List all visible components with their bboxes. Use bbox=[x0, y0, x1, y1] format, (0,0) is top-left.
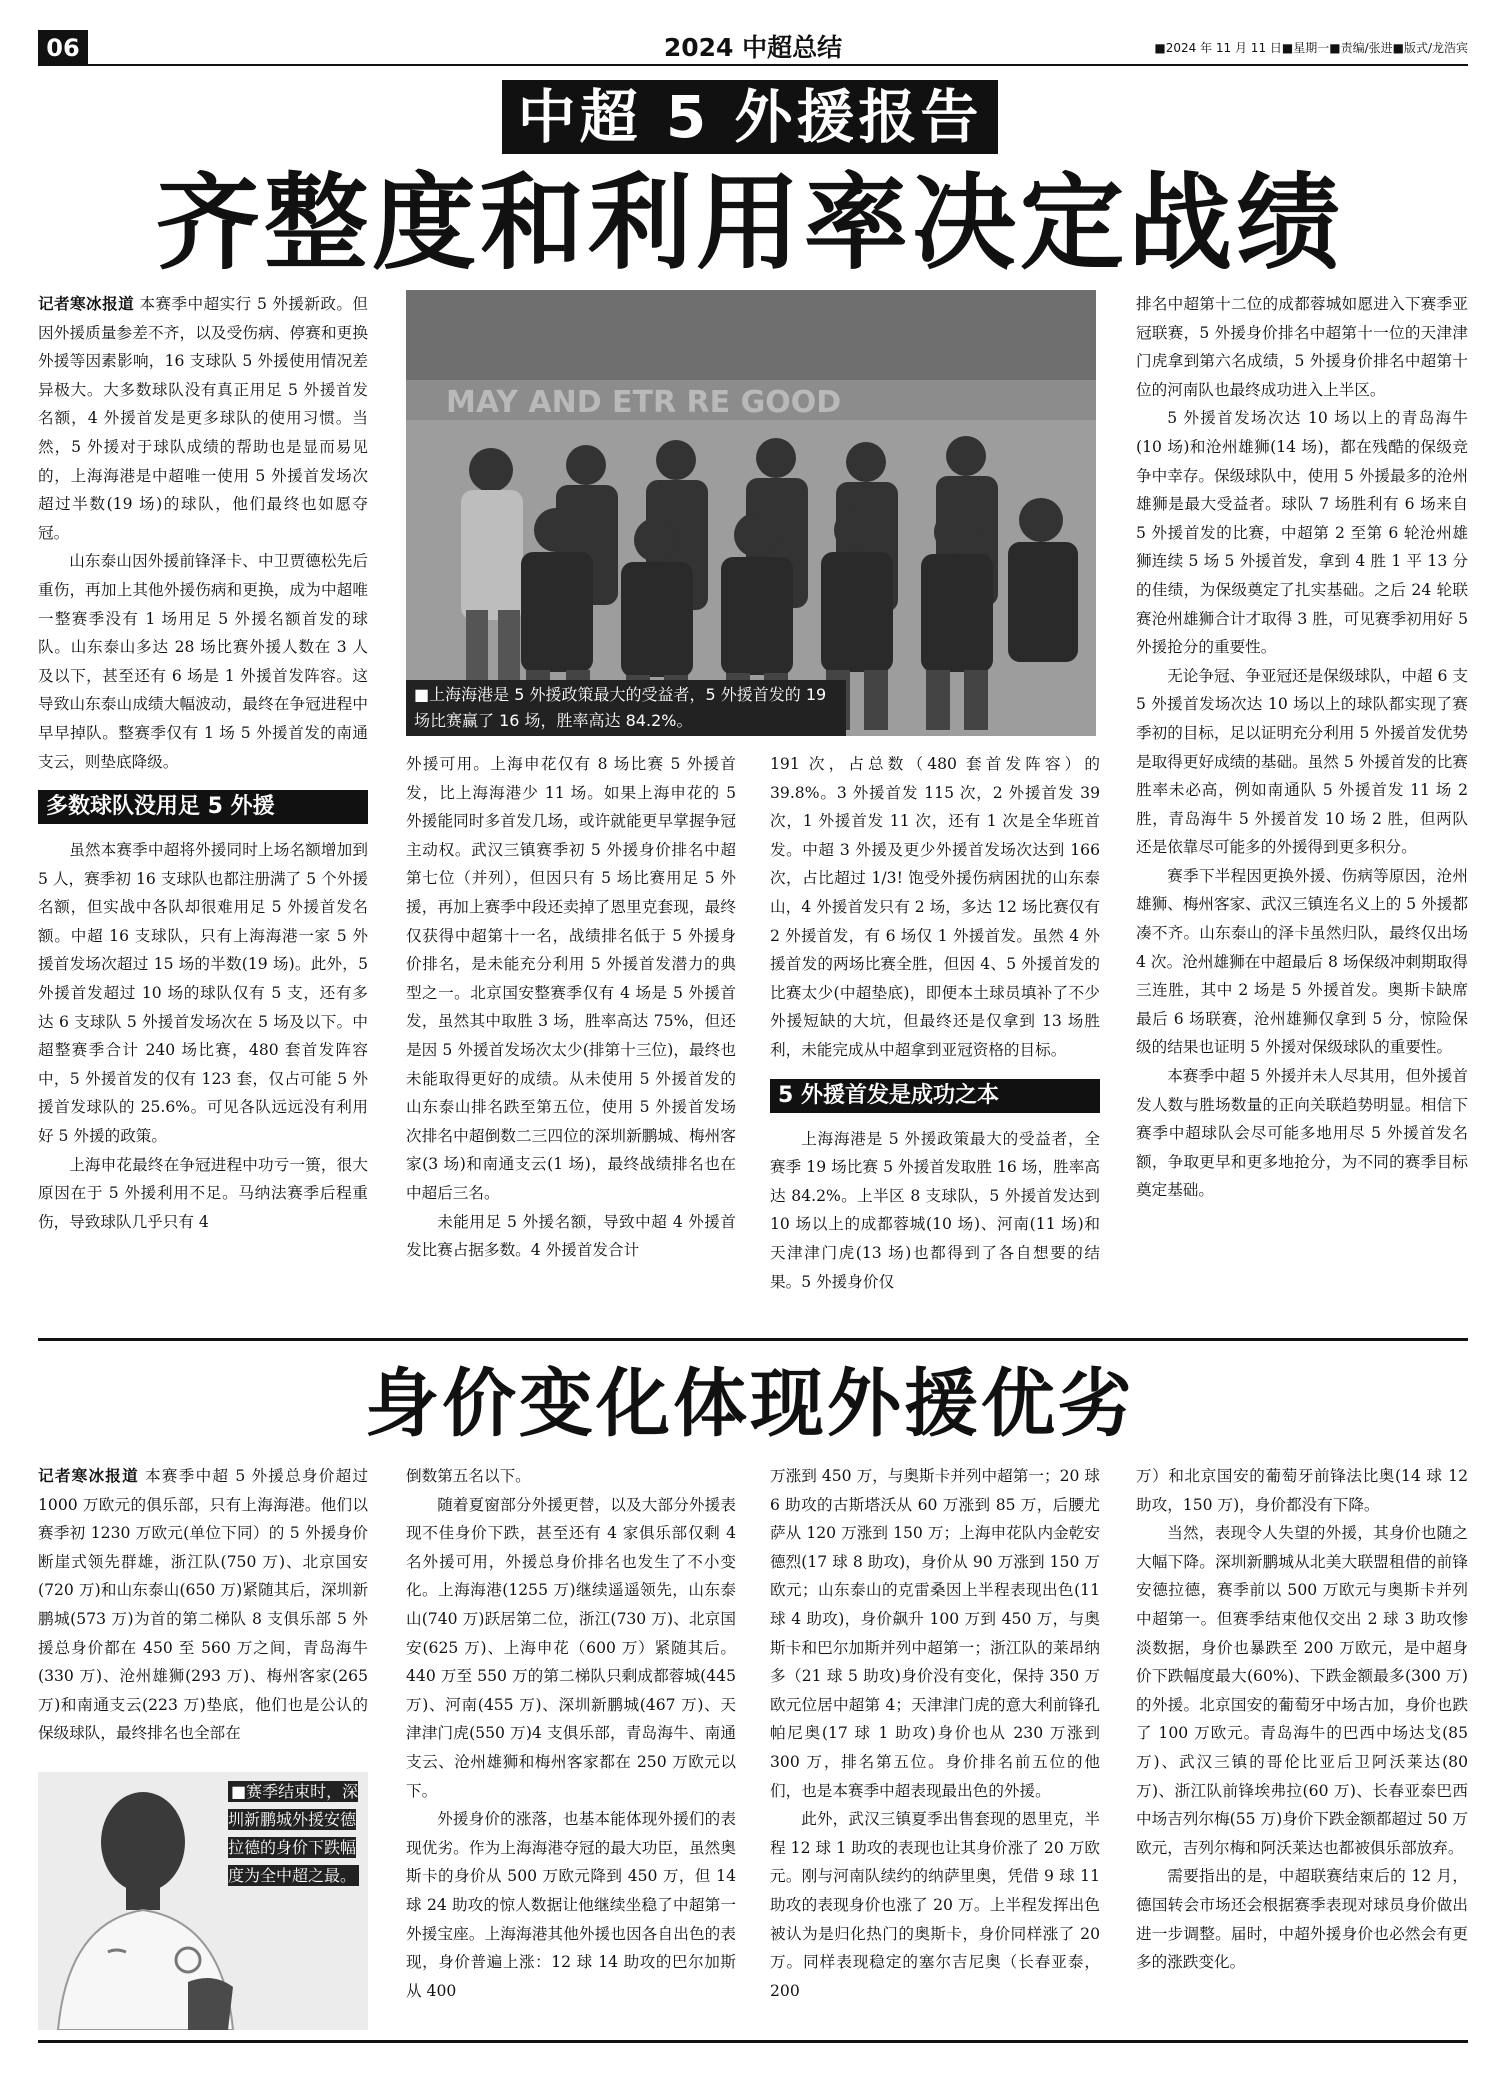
paragraph: 上海申花最终在争冠进程中功亏一篑，很大原因在于 5 外援利用不足。马纳法赛季后程重伤，导致球队几乎只有 4 bbox=[38, 1155, 368, 1231]
paragraph: 191 次，占总数（480 套首发阵容）的 39.8%。3 外援首发 115 次，2 外援首发 39 次，1 外援首发 11 次，还有 1 次是全华班首发。中超 3 外援及更少外援首发场次达到 166 次，占比超过 1/3! 饱受外援伤病困扰的山东泰山，4 外援首发只有 2 场，多达 12 场比赛仅有 2 外援首发，有 6 场仅 1 外援首发。虽然 4 外援首发的两场比赛全胜，但因 4、5 外援首发的比赛太少(中超垫底)，即便本土球员填补了不少外援短缺的大坑，但最终还是仅拿到 13 场胜利，未能完成从中超拿到亚冠资格的目标。 bbox=[770, 755, 1100, 1059]
paragraph: 当然，表现令人失望的外援，其身价也随之大幅下降。深圳新鹏城从北美大联盟租借的前锋安德拉德，赛季前以 500 万欧元与奥斯卡并列中超第一。但赛季结束他仅交出 2 球 3 助攻惨淡数据，身价也暴跌至 200 万欧元，是中超身价下跌幅度最大(60%)、下跌金额最多(300 万)的外援。北京国安的葡萄牙中场古加，身价也跌了 100 万欧元。青岛海牛的巴西中场达戈(85 万)、武汉三镇的哥伦比亚后卫阿沃莱达(80 万)、浙江队前锋埃弗拉(60 万)、长春亚泰巴西中场吉列尔梅(55 万)身价下跌金额都超过 50 万欧元，吉列尔梅和阿沃莱达也都被俱乐部放弃。 bbox=[1136, 1524, 1468, 1857]
paragraph: 外援可用。上海申花仅有 8 场比赛 5 外援首发，比上海海港少 11 场。如果上海申花的 5 外援能同时多首发几场，或许就能更早掌握争冠主动权。武汉三镇赛季初 5 外援身价排名中超第七位（并列），但因只有 5 场比赛用足 5 外援，再加上赛季中段还卖掉了恩里克套现，最终仅获得中超第十一名，战绩排名低于 5 外援身价排名，是未能充分利用 5 外援首发潜力的典型之一。北京国安整赛季仅有 4 场是 5 外援首发，虽然其中取胜 3 场，胜率高达 75%，但还是因 5 外援首发场次太少(排第十三位)，最终也未能取得更好的成绩。从未使用 5 外援首发的山东泰山排名跌至第五位，使用 5 外援首发场次排名中超倒数二三四位的深圳新鹏城、梅州客家(3 场)和南通支云(1 场)，最终战绩排名也在中超后三名。 bbox=[406, 755, 736, 1202]
paragraph: 虽然本赛季中超将外援同时上场名额增加到 5 人，赛季初 16 支球队也都注册满了 5 个外援名额，但实战中各队却很难用足 5 外援首发名额。中超 16 支球队，只有上海海港一家 5 外援首发场次超过 15 场的半数(19 场)。此外，5 外援首发超过 10 场的球队仅有 5 支，还有多达 6 支球队 5 外援首发场次在 5 场及以下。中超整赛季合计 240 场比赛，480 套首发阵容中，5 外援首发的仅有 123 套，仅占可能 5 外援首发球队的 25.6%。可见各队远远没有利用好 5 外援的政策。 bbox=[38, 841, 368, 1146]
paragraph: 此外，武汉三镇夏季出售套现的恩里克，半程 12 球 1 助攻的表现也让其身价涨了 20 万欧元。刚与河南队续约的纳萨里奥，凭借 9 球 11 助攻的表现身价也涨了 20 万。上半程发挥出色被认为是归化热门的奥斯卡，身价同样涨了 20 万。同样表现稳定的塞尔吉尼奥（长春亚泰，200 bbox=[770, 1810, 1100, 2000]
paragraph: 上海海港是 5 外援政策最大的受益者，全赛季 19 场比赛 5 外援首发取胜 16 场，胜率高达 84.2%。上半区 8 支球队，5 外援首发达到 10 场以上的成都蓉城(10 场)、河南(11 场)和天津津门虎(13 场)也都得到了各自想要的结果。5 外援身价仅 bbox=[770, 1129, 1100, 1291]
page-bottom-rule bbox=[38, 2040, 1468, 2043]
paragraph: 本赛季中超实行 5 外援新政。但因外援质量参差不齐，以及受伤病、停赛和更换外援等因素影响，16 支球队 5 外援使用情况差异极大。大多数球队没有真正用足 5 外援首发名额，4 外援首发是更多球队的使用习惯。当然，5 外援对于球队成绩的帮助也是显而易见的，上海海港是中超唯一使用 5 外援首发场次超过半数(19 场)的球队，他们最终也如愿夺冠。 bbox=[38, 295, 368, 542]
player-photo-caption bbox=[228, 1778, 364, 1890]
story2-byline: 记者寒冰报道 bbox=[38, 1467, 139, 1485]
paragraph: 5 外援首发场次达 10 场以上的青岛海牛(10 场)和沧州雄狮(14 场)，都在残酷的保级竞争中幸存。保级球队中，使用 5 外援最多的沧州雄狮是最大受益者。球队 7 场胜利有 6 场来自 5 外援首发的比赛，中超第 2 至第 6 轮沧州雄狮连续 5 场 5 外援首发，拿到 4 胜 1 平 13 分的佳绩，为保级奠定了扎实基础。之后 24 轮联赛沧州雄狮合计才取得 3 胜，可见赛季初用好 5 外援抢分的重要性。 bbox=[1136, 409, 1468, 657]
paragraph: 山东泰山因外援前锋泽卡、中卫贾德松先后重伤，再加上其他外援伤病和更换，成为中超唯一整赛季没有 1 场用足 5 外援名额首发的球队。山东泰山多达 28 场比赛外援人数在 3 人及以下，甚至还有 6 场是 1 外援首发阵容。这导致山东泰山成绩大幅波动，最终在争冠进程中早早掉队。整赛季仅有 1 场 5 外援首发的南通支云，则垫底降级。 bbox=[38, 552, 368, 771]
subhead-1: 多数球队没用足 5 外援 bbox=[38, 790, 368, 824]
kicker-wrap bbox=[0, 80, 1500, 154]
story1-column-2 bbox=[406, 750, 736, 1330]
paragraph: 随着夏窗部分外援更替，以及大部分外援表现不佳身价下跌，甚至还有 4 家俱乐部仅剩 4 名外援可用，外援总身价排名也发生了不小变化。上海海港(1255 万)继续遥遥领先，山东泰山(740 万)跃居第二位，浙江(730 万)、北京国安(625 万)、上海申花（600 万）紧随其后。440 万至 550 万的第二梯队只剩成都蓉城(445 万)、河南(455 万)、深圳新鹏城(467 万)、天津津门虎(550 万)4 支俱乐部，青岛海牛、南通支云、沧州雄狮和梅州客家都在 250 万欧元以下。 bbox=[406, 1495, 736, 1800]
story1-byline: 记者寒冰报道 bbox=[38, 295, 135, 313]
story1-column-4 bbox=[1136, 290, 1468, 1330]
paragraph: 无论争冠、争亚冠还是保级球队，中超 6 支 5 外援首发场次达 10 场以上的球队都实现了赛季初的目标，足以证明充分利用 5 外援首发优势是取得更好成绩的基础。虽然 5 外援首发的比赛胜率未必高，例如南通队 5 外援首发 11 场 2 胜，青岛海牛 5 外援首发 10 场 2 胜，但两队还是依靠尽可能多的外援得到更多积分。 bbox=[1136, 666, 1468, 857]
svg-text:MAY AND ETR RE GOOD: MAY AND ETR RE GOOD bbox=[446, 385, 842, 420]
team-photo-illustration bbox=[406, 290, 1096, 736]
issue-meta: ■2024 年 11 月 11 日■星期一■责编/张进■版式/龙浩宾 bbox=[1154, 41, 1468, 55]
paragraph: 万涨到 450 万，与奥斯卡并列中超第一；20 球 6 助攻的古斯塔沃从 60 万涨到 85 万，后腰尤萨从 120 万涨到 150 万；上海申花队内金乾安德烈(17 球 8 助攻)，身价从 90 万涨到 150 万欧元；山东泰山的克雷桑因上半程表现出色(11 球 4 助攻)，身价飙升 100 万到 450 万，与奥斯卡和巴尔加斯并列中超第一；浙江队的莱昂纳多（21 球 5 助攻)身价没有变化，保持 350 万欧元位居中超第 4；天津津门虎的意大利前锋孔帕尼奥(17 球 1 助攻)身价也从 230 万涨到 300 万，排名第五位。身价排名前五位的他们，也是本赛季中超表现最出色的外援。 bbox=[770, 1467, 1100, 1800]
paragraph: 排名中超第十二位的成都蓉城如愿进入下赛季亚冠联赛，5 外援身价排名中超第十一位的天津津门虎拿到第六名成绩，5 外援身价排名中超第十位的河南队也最终成功进入上半区。 bbox=[1136, 295, 1468, 399]
page-header bbox=[38, 30, 1468, 66]
subhead-2: 5 外援首发是成功之本 bbox=[770, 1079, 1100, 1113]
story1-headline: 齐整度和利用率决定战绩 bbox=[155, 162, 1344, 284]
paragraph: 本赛季中超 5 外援并未人尽其用，但外援首发人数与胜场数量的正向关联趋势明显。相信下赛季中超球队会尽可能多地用尽 5 外援首发名额，争取更早和更多地抢分，为不同的赛季目标奠定基础。 bbox=[1136, 1067, 1468, 1200]
player-caption-text: ■赛季结束时，深圳新鹏城外援安德拉德的身价下跌幅度为全中超之最。 bbox=[228, 1782, 359, 1885]
team-photo-caption: ■上海海港是 5 外援政策最大的受益者，5 外援首发的 19 场比赛赢了 16 场，胜率高达 84.2%。 bbox=[406, 680, 846, 736]
story2-column-1 bbox=[38, 1462, 368, 1762]
page-number: 06 bbox=[38, 30, 88, 66]
story1-column-1 bbox=[38, 290, 368, 1330]
paragraph: 本赛季中超 5 外援总身价超过 1000 万欧元的俱乐部，只有上海海港。他们以赛季初 1230 万欧元(单位下同）的 5 外援身价断崖式领先群雄，浙江队(750 万)、北京国安(720 万)和山东泰山(650 万)紧随其后，深圳新鹏城(573 万)为首的第二梯队 8 支俱乐部 5 外援总身价都在 450 至 560 万之间，青岛海牛(330 万)、沧州雄狮(293 万)、梅州客家(265 万)和南通支云(223 万)垫底，他们也是公认的保级球队，最终排名也全部在 bbox=[38, 1467, 368, 1743]
paragraph: 倒数第五名以下。 bbox=[406, 1467, 531, 1485]
story1-column-3 bbox=[770, 750, 1100, 1330]
paragraph: 万）和北京国安的葡萄牙前锋法比奥(14 球 12 助攻，150 万)，身价都没有下降。 bbox=[1136, 1467, 1468, 1514]
story2-column-2 bbox=[406, 1462, 736, 2032]
story2-headline: 身价变化体现外援优劣 bbox=[365, 1361, 1135, 1447]
section-title: 2024 中超总结 bbox=[663, 33, 843, 62]
paragraph: 外援身价的涨落，也基本能体现外援们的表现优劣。作为上海海港夺冠的最大功臣，虽然奥斯卡的身价从 500 万欧元降到 450 万，但 14 球 24 助攻的惊人数据让他继续坐稳了中超第一外援宝座。上海海港其他外援也因各自出色的表现，身价普遍上涨：12 球 14 助攻的巴尔加斯从 400 bbox=[406, 1810, 736, 2000]
paragraph: 赛季下半程因更换外援、伤病等原因，沧州雄狮、梅州客家、武汉三镇连名义上的 5 外援都凑不齐。山东泰山的泽卡虽然归队，最终仅出场 4 次。沧州雄狮在中超最后 8 场保级冲刺期取得三连胜，其中 2 场是 5 外援首发。奥斯卡缺席最后 6 场联赛，沧州雄狮仅拿到 5 分，惊险保级的结果也证明 5 外援对保级球队的重要性。 bbox=[1136, 866, 1468, 1057]
story2-column-4 bbox=[1136, 1462, 1468, 2032]
paragraph: 需要指出的是，中超联赛结束后的 12 月，德国转会市场还会根据赛季表现对球员身价做出进一步调整。届时，中超外援身价也必然会有更多的涨跌变化。 bbox=[1136, 1867, 1468, 1972]
team-photo bbox=[406, 290, 1096, 736]
story2-column-3 bbox=[770, 1462, 1100, 2032]
story1-kicker: 中超 5 外援报告 bbox=[502, 80, 999, 154]
story-divider bbox=[38, 1338, 1468, 1341]
paragraph: 未能用足 5 外援名额，导致中超 4 外援首发比赛占据多数。4 外援首发合计 bbox=[406, 1212, 736, 1260]
